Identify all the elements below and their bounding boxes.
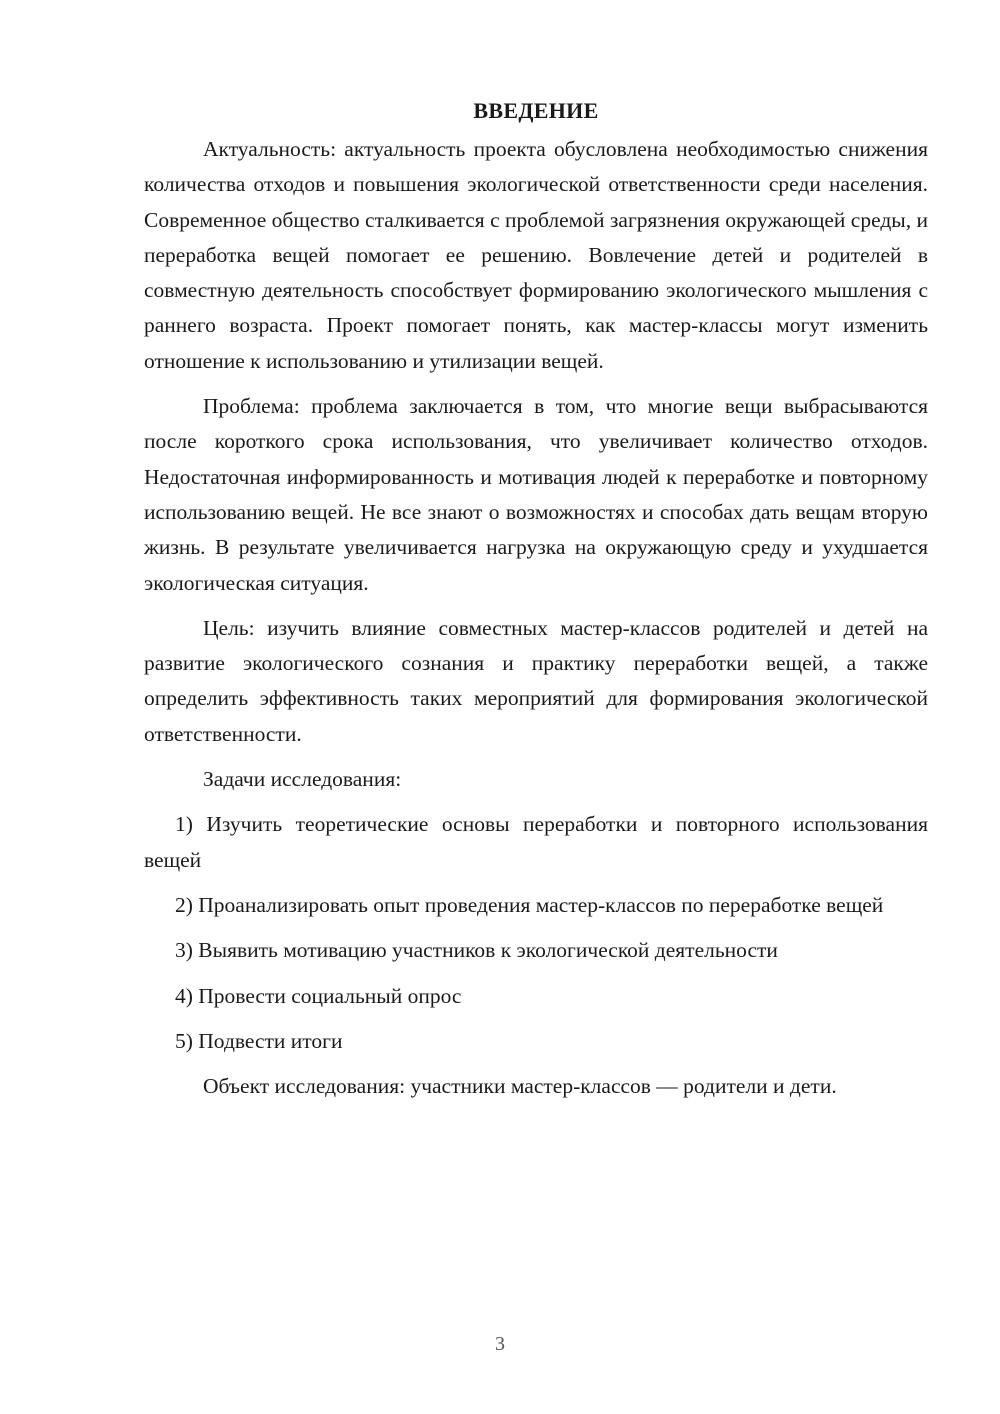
page-number: 3 <box>495 1333 505 1355</box>
paragraph-object: Объект исследования: участники мастер-классов — родители и дети. <box>203 1074 837 1099</box>
list-item: 2) Проанализировать опыт проведения мастер-классов по переработке вещей <box>175 892 884 917</box>
tasks-title: Задачи исследования: <box>203 767 402 792</box>
paragraph-problem: Проблема: проблема заключается в том, что многие вещи выбрасываются после короткого срока использования, что увеличивает количество отходов. Недостаточная информированность и мотивация людей к переработке и повторному использованию вещей. Не все знают о возможностях и способах дать вещам вторую жизнь. В результате увеличивается нагрузка на окружающую среду и ухудшается экологическая ситуация. <box>144 394 928 595</box>
list-item: 4) Провести социальный опрос <box>175 983 462 1008</box>
tasks-list <box>144 807 928 1059</box>
paragraph-goal: Цель: изучить влияние совместных мастер-классов родителей и детей на развитие экологического сознания и практику переработки вещей, а также определить эффективность таких мероприятий для формирования экологической ответственности. <box>144 615 928 746</box>
list-item: 3) Выявить мотивацию участников к экологической деятельности <box>175 938 778 963</box>
list-item: 1) Изучить теоретические основы переработки и повторного использования вещей <box>144 812 928 872</box>
list-item: 5) Подвести итоги <box>175 1028 343 1053</box>
section-heading: ВВЕДЕНИЕ <box>473 98 599 123</box>
document-page <box>144 96 928 1114</box>
paragraph-relevance: Актуальность: актуальность проекта обусловлена необходимостью снижения количества отходов и повышения экологической ответственности среди населения. Современное общество сталкивается с проблемой загрязнения окружающей среды, и переработка вещей помогает ее решению. Вовлечение детей и родителей в совместную деятельность способствует формированию экологического мышления с раннего возраста. Проект помогает понять, как мастер-классы могут изменить отношение к использованию и утилизации вещей. <box>144 137 928 373</box>
